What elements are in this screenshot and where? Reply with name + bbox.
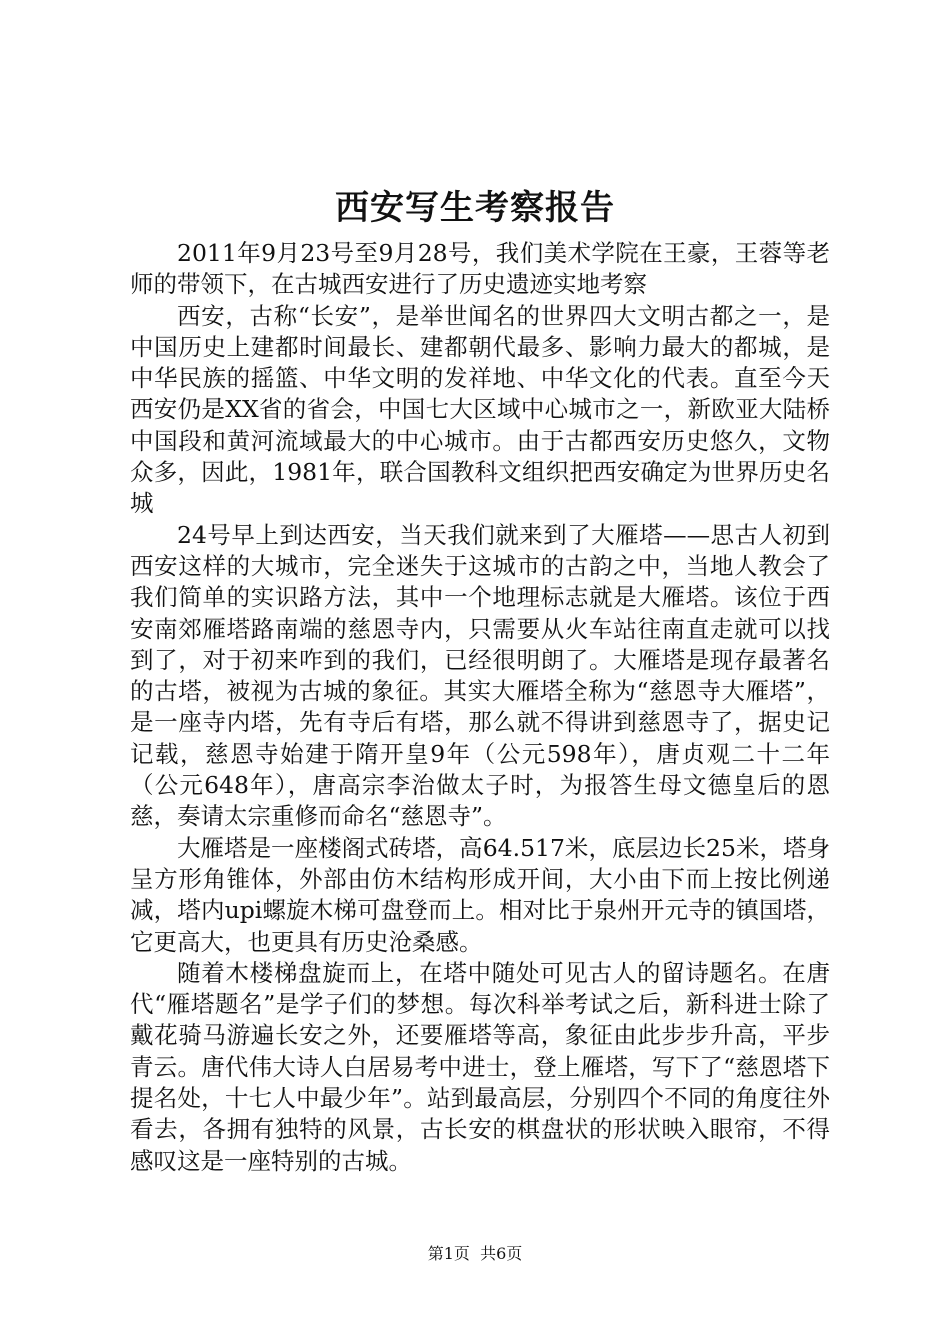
paragraph-big-wild-goose-pagoda: 24号早上到达西安，当天我们就来到了大雁塔——思古人初到西安这样的大城市，完全迷失于这城市的古韵之中，当地人教会了我们简单的实识路方法，其中一个地理标志就是大雁塔。该位于西安南郊雁塔路南端的慈恩寺内，只需要从火车站往南直走就可以找到了，对于初来咋到的我们，已经很明朗了。大雁塔是现存最著名的古塔，被视为古城的象征。其实大雁塔全称为“慈恩寺大雁塔”，是一座寺内塔，先有寺后有塔，那么就不得讲到慈恩寺了，据史记记载，慈恩寺始建于隋开皇9年（公元598年），唐贞观二十二年（公元648年），唐高宗李治做太子时，为报答生母文德皇后的恩慈，奏请太宗重修而命名“慈恩寺”。 <box>130 520 830 831</box>
page-footer <box>0 1243 950 1265</box>
page-total: 共6页 <box>480 1244 523 1263</box>
paragraph-pagoda-inscriptions: 随着木楼梯盘旋而上，在塔中随处可见古人的留诗题名。在唐代“雁塔题名”是学子们的梦想。每次科举考试之后，新科进士除了戴花骑马游遍长安之外，还要雁塔等高，象征由此步步升高，平步青云。唐代伟大诗人白居易考中进士，登上雁塔，写下了“慈恩塔下提名处，十七人中最少年”。站到最高层，分别四个不同的角度往外看去，各拥有独特的风景，古长安的棋盘状的形状映入眼帘，不得感叹这是一座特别的古城。 <box>130 958 830 1175</box>
paragraph-intro: 2011年9月23号至9月28号，我们美术学院在王豪，王蓉等老师的带领下，在古城西安进行了历史遗迹实地考察 <box>130 239 830 299</box>
page-number: 第1页 <box>427 1244 470 1263</box>
paragraph-pagoda-structure: 大雁塔是一座楼阁式砖塔，高64.517米，底层边长25米，塔身呈方形角锥体，外部由仿木结构形成开间，大小由下而上按比例递减，塔内upi螺旋木梯可盘登而上。相对比于泉州开元寺的镇国塔，它更高大，也更具有历史沧桑感。 <box>130 833 830 956</box>
paragraph-xian-history: 西安，古称“长安”，是举世闻名的世界四大文明古都之一，是中国历史上建都时间最长、建都朝代最多、影响力最大的都城，是中华民族的摇篮、中华文明的发祥地、中华文化的代表。直至今天西安仍是XX省的省会，中国七大区域中心城市之一，新欧亚大陆桥中国段和黄河流域最大的中心城市。由于古都西安历史悠久，文物众多，因此，1981年，联合国教科文组织把西安确定为世界历史名城 <box>130 301 830 518</box>
document-title: 西安写生考察报告 <box>335 188 615 228</box>
document-body <box>130 238 830 1177</box>
